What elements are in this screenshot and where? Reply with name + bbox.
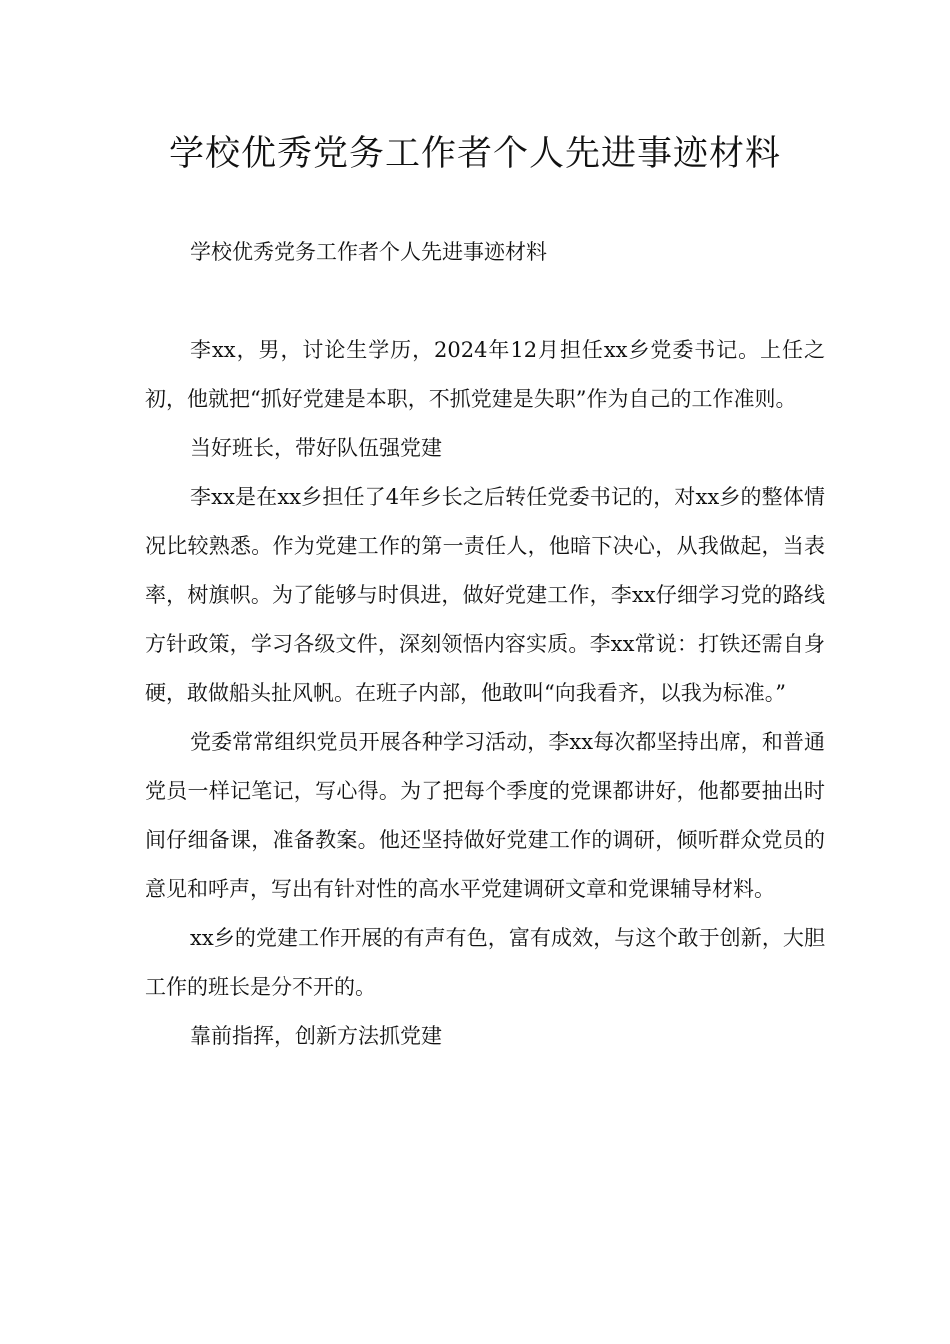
section-heading-1: 当好班长，带好队伍强党建	[190, 436, 442, 460]
document-title: 学校优秀党务工作者个人先进事迹材料	[168, 134, 781, 174]
paragraph-background: 李xx是在xx乡担任了4年乡长之后转任党委书记的，对xx乡的整体情况比较熟悉。作为党建工作的第一责任人，他暗下决心，从我做起，当表率，树旗帜。为了能够与时俱进，做好党建工作，李xx仔细学习党的路线方针政策，学习各级文件，深刻领悟内容实质。李xx常说：打铁还需自身硬，敢做船头扯风帆。在班子内部，他敢叫“向我看齐，以我为标准。”	[145, 485, 825, 705]
document-body	[145, 228, 825, 1061]
document-subtitle: 学校优秀党务工作者个人先进事迹材料	[190, 240, 547, 264]
paragraph-results: xx乡的党建工作开展的有声有色，富有成效，与这个敢于创新，大胆工作的班长是分不开的。	[145, 926, 825, 999]
paragraph-intro: 李xx，男，讨论生学历，2024年12月担任xx乡党委书记。上任之初，他就把“抓好党建是本职，不抓党建是失职”作为自己的工作准则。	[145, 338, 825, 411]
paragraph-study-activities: 党委常常组织党员开展各种学习活动，李xx每次都坚持出席，和普通党员一样记笔记，写心得。为了把每个季度的党课都讲好，他都要抽出时间仔细备课，准备教案。他还坚持做好党建工作的调研，倾听群众党员的意见和呼声，写出有针对性的高水平党建调研文章和党课辅导材料。	[145, 730, 825, 901]
section-heading-2: 靠前指挥，创新方法抓党建	[190, 1024, 442, 1048]
